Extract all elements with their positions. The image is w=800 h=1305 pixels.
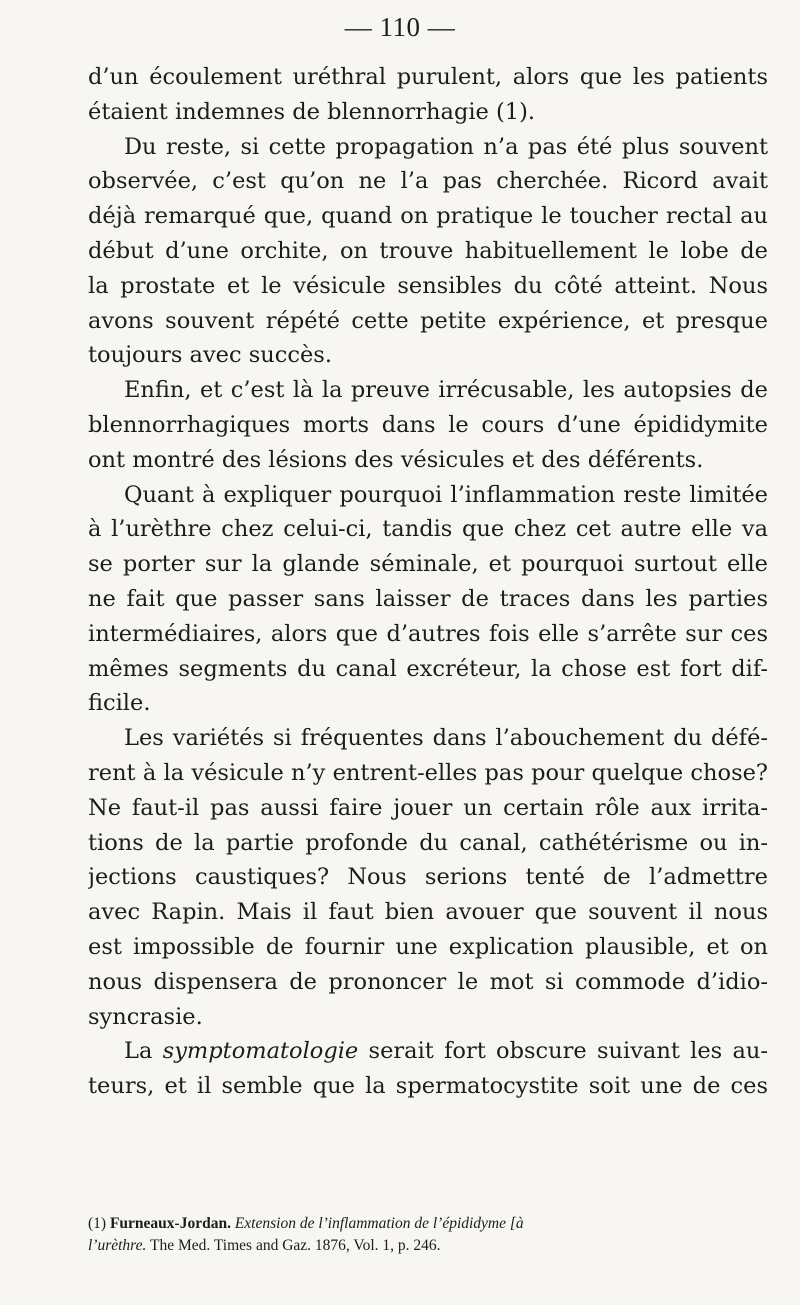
footnote-line xyxy=(88,1213,768,1235)
text-line: est impossible de fournir une explication plausible, et on xyxy=(88,933,768,960)
text-line: syncrasie. xyxy=(88,1003,203,1030)
text-line: déjà remarqué que, quand on pratique le toucher rectal au xyxy=(88,203,768,230)
footnote-citation: The Med. Times and Gaz. 1876, Vol. 1, p. 246. xyxy=(150,1237,441,1254)
text-line: jections caustiques? Nous serions tenté de l’admettre xyxy=(88,864,768,891)
text-line: étaient indemnes de blennorrhagie (1). xyxy=(88,98,536,125)
text-line: Les variétés si fréquentes dans l’abouchement du défé- xyxy=(124,725,768,752)
text-line: Ne faut-il pas aussi faire jouer un certain rôle aux irrita- xyxy=(88,794,768,821)
text-line: ne fait que passer sans laisser de traces dans les parties xyxy=(88,585,768,612)
page-number: — 110 — xyxy=(344,12,456,42)
text-line: début d’une orchite, on trouve habituellement le lobe de xyxy=(88,237,768,264)
text-line: d’un écoulement uréthral purulent, alors que les patients xyxy=(88,64,768,90)
text-line: ficile. xyxy=(88,690,151,717)
footnote xyxy=(88,1213,768,1257)
text-line: intermédiaires, alors que d’autres fois elle s’arrête sur ces xyxy=(88,620,768,647)
text-line: blennorrhagiques morts dans le cours d’une épididymite xyxy=(88,411,768,438)
text-line: toujours avec succès. xyxy=(88,342,332,369)
text-line xyxy=(88,1034,768,1069)
text-line: la prostate et le vésicule sensibles du côté atteint. Nous xyxy=(88,272,768,299)
footnote-marker: (1) xyxy=(88,1215,107,1232)
text-line: Enfin, et c’est là la preuve irrécusable, les autopsies de xyxy=(124,377,768,404)
text-word: La xyxy=(124,1038,153,1065)
text-line: rent à la vésicule n’y entrent-elles pas pour quelque chose? xyxy=(88,759,768,786)
text-fragment: serait fort obscure suivant les au- xyxy=(368,1038,768,1065)
text-line: Du reste, si cette propagation n’a pas été plus souvent xyxy=(124,133,768,160)
text-line: nous dispensera de prononcer le mot si commode d’idio- xyxy=(88,968,768,995)
text-line: ont montré des lésions des vésicules et des déférents. xyxy=(88,446,704,473)
body-text xyxy=(88,60,768,1104)
text-line: à l’urèthre chez celui-ci, tandis que chez cet autre elle va xyxy=(88,516,768,543)
text-line: avons souvent répété cette petite expérience, et presque xyxy=(88,307,768,334)
text-line: se porter sur la glande séminale, et pourquoi surtout elle xyxy=(88,551,768,578)
text-line: observée, c’est qu’on ne l’a pas cherchée. Ricord avait xyxy=(88,168,768,195)
footnote-author: Furneaux-Jordan. xyxy=(109,1215,231,1232)
text-line: tions de la partie profonde du canal, cathétérisme ou in- xyxy=(88,829,768,856)
footnote-line xyxy=(88,1235,768,1257)
text-line: Quant à expliquer pourquoi l’inflammation reste limitée xyxy=(124,481,768,508)
footnote-title: Extension de l’inflammation de l’épididyme [à xyxy=(234,1215,524,1232)
text-line: avec Rapin. Mais il faut bien avouer que souvent il nous xyxy=(88,899,768,926)
footnote-title-cont: l’urèthre. xyxy=(88,1237,147,1254)
italic-term: symptomatologie xyxy=(162,1038,359,1065)
text-line: mêmes segments du canal excréteur, la chose est fort dif- xyxy=(88,655,768,682)
text-line: teurs, et il semble que la spermatocystite soit une de ces xyxy=(88,1073,768,1100)
